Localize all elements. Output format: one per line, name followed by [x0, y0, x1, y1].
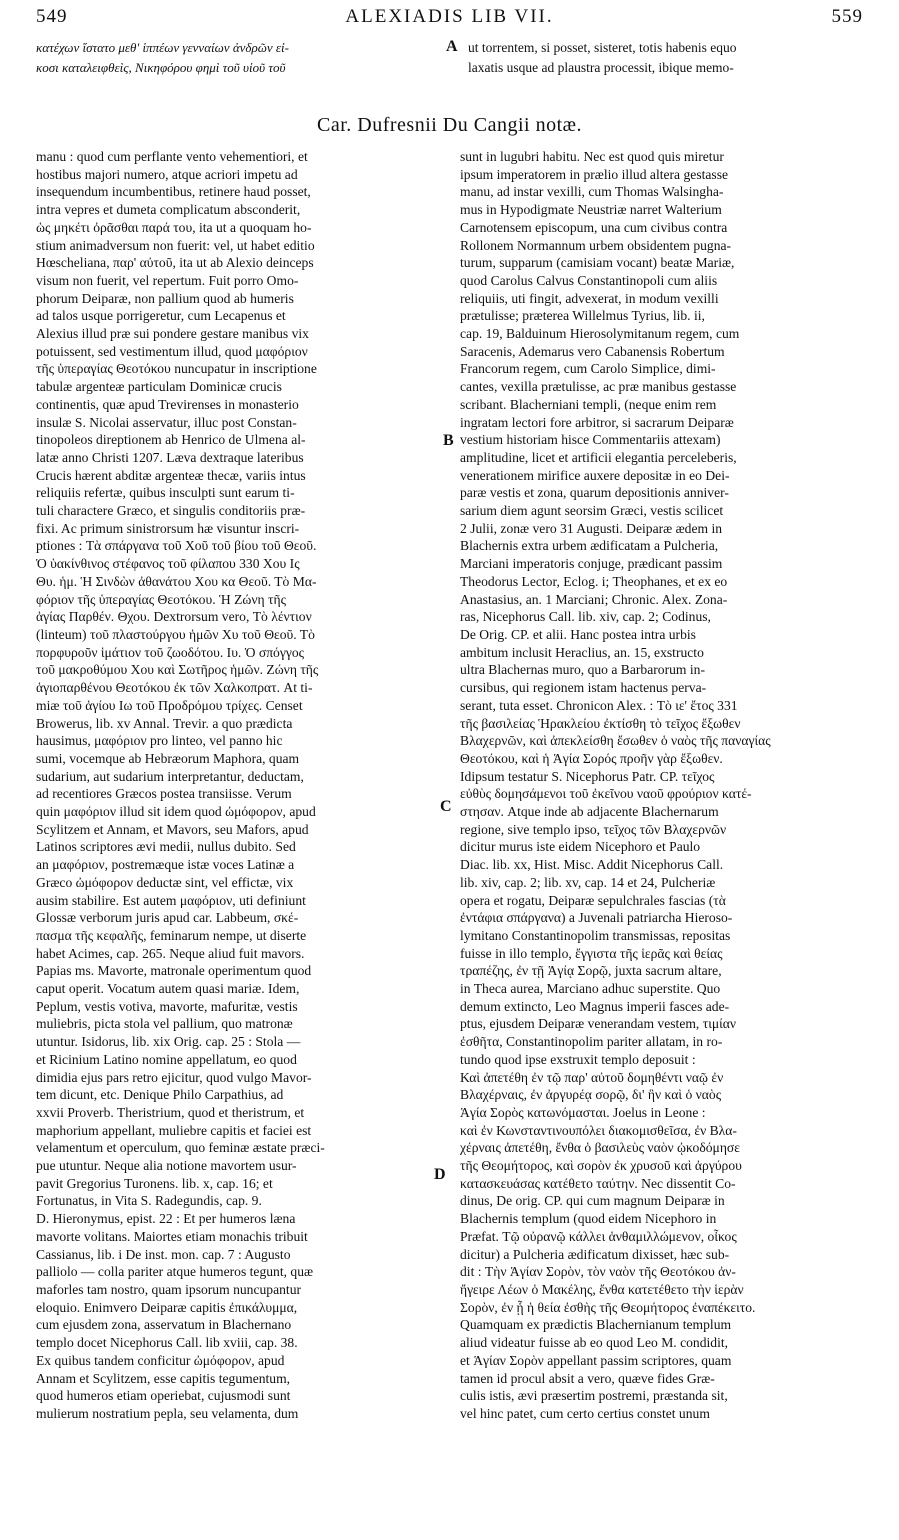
text-line: Glossæ verborum juris apud car. Labbeum, σκέ- — [36, 910, 299, 926]
text-line: ad recentiores Græcos postea transiisse. Verum — [36, 786, 292, 802]
text-line: Præfat. Τῷ οὐρανῷ κάλλει ἁνθαμιλλώμενον, οἶκος — [460, 1228, 737, 1244]
text-line: ausim stabilire. Est autem μαφόριον, uti definiunt — [36, 892, 306, 908]
text-line: maphorium appellant, muliebre capitis et faciei est — [36, 1122, 312, 1138]
text-line: templo docet Nicephorus Call. lib xviii, cap. 38. — [36, 1335, 298, 1351]
text-line: Crucis hærent abditæ argenteæ thecæ, variis intus — [36, 467, 306, 483]
text-line: cantes, vexilla prætulisse, ac præ manibus gestasse — [460, 379, 737, 395]
text-line: et Ἁγίαν Σορὸν appellant passim scriptores, quam — [460, 1352, 732, 1368]
text-line: dicitur) a Pulcheria ædificatum dixisset, hæc sub- — [460, 1246, 730, 1262]
text-line: fuisse in illo templo, ἔγγιστα τῆς ἱερᾶς καὶ θείας — [460, 945, 723, 961]
text-line: latæ anno Christi 1207. Læva dextraque lateribus — [36, 449, 304, 465]
text-line: φόριον τῆς ὑπεραγίας Θεοτόκου. Ἡ Ζώνη τῆς — [36, 591, 286, 607]
running-header — [36, 4, 863, 38]
text-line: palliolo — colla pariter atque humeros tegunt, quæ — [36, 1264, 314, 1280]
text-line: dit : Τὴν Ἁγίαν Σορὸν, τὸν ναὸν τῆς Θεοτόκου ἀν- — [460, 1264, 736, 1280]
text-line: insulæ S. Nicolai asservatur, illuc post Constan- — [36, 414, 297, 430]
text-line: Ἁγία Σορὸς κατωνόμασται. Joelus in Leone : — [460, 1104, 706, 1120]
text-line: κοσι καταλειφθεὶς, Νικηφόρου φημὶ τοῦ υἱοῦ τοῦ — [36, 60, 286, 75]
text-line: manu, ad instar vexilli, cum Thomas Walsingha- — [460, 184, 724, 200]
text-line: utuntur. Isidorus, lib. xix Orig. cap. 25 : Stola — — [36, 1034, 301, 1050]
notes-left-column — [36, 148, 438, 1423]
text-line: tem dicunt, etc. Denique Philo Carpathius, ad — [36, 1087, 284, 1103]
text-line: Blachernis extra urbem ædificatam a Pulcheria, — [460, 538, 719, 554]
text-line: stium animadversum non fuerit: vel, ut habet editio — [36, 237, 315, 253]
text-line: Hœscheliana, παρ' αὐτοῦ, ita ut ab Alexio deinceps — [36, 255, 314, 271]
text-line: quod Carolus Calvus Constantinopoli cum aliis — [460, 272, 718, 288]
text-line: τῆς βασιλείας Ἡρακλείου ἐκτίσθη τὸ τεῖχος ἔξωθεν — [460, 715, 741, 731]
text-line: Anastasius, an. 1 Marciani; Chronic. Alex. Zona- — [460, 591, 728, 607]
text-line: τῆς ὑπεραγίας Θεοτόκου nuncupatur in inscriptione — [36, 361, 317, 377]
text-line: Ὁ ὑακίνθινος στέφανος τοῦ φίλαπου 330 Χου Ις — [36, 556, 300, 572]
text-line: Καὶ ἀπετέθη ἐν τῷ παρ' αὐτοῦ δομηθέντι ναῷ ἐν — [460, 1069, 724, 1085]
text-line: serant, tuta esset. Chronicon Alex. : Τὸ ιε' ἔτος 331 — [460, 697, 738, 713]
text-line: Rollonem Normannum urbem obsidentem pugna- — [460, 237, 732, 253]
text-line: στησαν. Atque inde ab adjacente Blachernarum — [460, 804, 719, 820]
text-line: Θυ. ἡμ. Ἡ Σινδὼν ἀθανάτου Χου κα Θεοῦ. Τὸ Μα- — [36, 573, 317, 589]
text-line: (linteum) τοῦ πλαστούργου ἡμῶν Χυ τοῦ Θεοῦ. Τὸ — [36, 626, 315, 642]
text-line: Annam et Scylitzem, esse capitis tegumentum, — [36, 1370, 291, 1386]
text-line: et Ricinium Latino nomine appellatum, eo quod — [36, 1051, 297, 1067]
text-line: ad talos usque porrigeretur, cum Lecapenus et — [36, 308, 286, 324]
text-line: χέρναις ἀπετέθη, ἔνθα ὁ βασιλεὺς ναὸν ᾠκοδόμησε — [460, 1140, 740, 1156]
text-line: ἁγίας Παρθέν. Θχου. Dextrorsum vero, Τὸ λέντιον — [36, 609, 312, 625]
text-line: ἐσθῆτα, Constantinopolim pariter allatam, in ro- — [460, 1034, 723, 1050]
text-line: miæ τοῦ ἁγίου Ιω τοῦ Προδρόμου τρίχες. Censet — [36, 697, 303, 713]
text-line: pue utuntur. Neque alia notione mavortem usur- — [36, 1158, 297, 1174]
text-line: caput operit. Vocatum autem quasi mariæ. Idem, — [36, 981, 300, 997]
text-line: insequendum incumbentibus, retinere haud posset, — [36, 184, 311, 200]
text-line: vestium historiam hisce Commentariis attexam) — [460, 432, 721, 448]
text-line: prætulisse; præterea Willelmus Tyrius, lib. ii, — [460, 308, 705, 324]
text-line: Francorum regem, cum Carolo Simplice, dimi- — [460, 361, 716, 377]
text-line: mus in Hypodigmate Neustriæ narret Walterium — [460, 202, 722, 218]
text-line: ptus, ejusdem Deiparæ venerandam vestem, τιμίαν — [460, 1016, 737, 1032]
text-line: hostibus majori numero, atque acriori impetu ad — [36, 166, 298, 182]
text-line: dimidia ejus pars retro ejicitur, quod vulgo Mavor- — [36, 1069, 312, 1085]
text-line: Carnotensem episcopum, una cum civibus contra — [460, 219, 728, 235]
text-line: quin μαφόριον illud sit idem quod ὠμόφορον, apud — [36, 804, 316, 820]
text-line: εὐθὺς δομησάμενοι τοῦ ἐκεῖνου ναοῦ φρούριον κατέ- — [460, 786, 752, 802]
latin-text-block — [468, 38, 864, 78]
text-line: lib. xiv, cap. 2; lib. xv, cap. 14 et 24, Pulcheriæ — [460, 874, 716, 890]
text-line: D. Hieronymus, epist. 22 : Et per humeros læna — [36, 1211, 296, 1227]
text-line: Diac. lib. xx, Hist. Misc. Addit Nicephorus Call. — [460, 857, 724, 873]
text-line: ἤγειρε Λέων ὁ Μακέλης, ἔνθα κατετέθετο τὴν ἱερὰν — [460, 1282, 744, 1297]
text-line: ptiones : Τὰ σπάργανα τοῦ Χοῦ τοῦ βίου τοῦ Θεοῦ. — [36, 538, 317, 554]
text-line: ut torrentem, si posset, sisteret, totis habenis equo — [468, 40, 737, 55]
text-line: tuli charactere Græco, et singulis conditoriis præ- — [36, 503, 306, 519]
text-line: Papias ms. Mavorte, matronale operimentum quod — [36, 963, 312, 979]
text-line: ὡς μηκέτι ὀρᾶσθαι παρά του, ita ut a quoquam ho- — [36, 219, 312, 235]
text-line: sunt in lugubri habitu. Nec est quod quis miretur — [460, 149, 724, 164]
text-line: Græco ὠμόφορον deductæ sint, vel effictæ, vix — [36, 874, 294, 890]
margin-marker-c: C — [440, 798, 452, 815]
text-line: fixi. Ac primum sinistrorsum hæ visuntur inscri- — [36, 520, 300, 536]
text-line: manu : quod cum perflante vento vehementiori, et — [36, 149, 308, 164]
text-line: regione, sive templo ipso, τεῖχος τῶν Βλαχερνῶν — [460, 821, 727, 837]
text-line: pavit Gregorius Turonens. lib. x, cap. 16; et — [36, 1175, 273, 1191]
text-line: κατέχων ἵστατο μεθ' ἱππέων γενναίων ἀνδρῶν εἰ- — [36, 40, 289, 55]
text-line: Cassianus, lib. i De inst. mon. cap. 7 : Augusto — [36, 1246, 291, 1262]
text-line: ultra Blachernas muro, quo a Barbarorum in- — [460, 662, 705, 678]
text-line: cursibus, qui regionem istam hactenus perva- — [460, 680, 707, 696]
text-line: reliquiis, uti fingit, advexerat, in modum vexilli — [460, 290, 719, 306]
text-line: cum ejusdem zona, asservatum in Blachernano — [36, 1317, 292, 1333]
text-line: dinus, De orig. CP. qui cum magnum Deiparæ in — [460, 1193, 725, 1209]
text-line: velamentum et operculum, quo feminæ æstate præci- — [36, 1140, 325, 1156]
text-line: intra vepres et dumeta complicatum absconderit, — [36, 202, 301, 218]
text-line: ras, Nicephorus Call. lib. xiv, cap. 2; Codinus, — [460, 609, 711, 625]
text-line: in Theca aurea, Marciano adhuc superstite. Quo — [460, 981, 721, 997]
running-title: ALEXIADIS LIB VII. — [345, 6, 554, 27]
text-line: tamen id procul absit a vero, quæve fides Græ- — [460, 1370, 715, 1386]
text-line: eloquio. Enimvero Deiparæ capitis ἐπικάλυμμα, — [36, 1299, 298, 1315]
greek-text-block — [36, 38, 438, 78]
text-line: tabulæ argenteæ particulam Dominicæ crucis — [36, 379, 282, 395]
margin-marker-d: D — [434, 1166, 446, 1183]
text-line: Peplum, vestis votiva, mavorte, mafuritæ, vestis — [36, 998, 298, 1014]
text-line: amplitudine, licet et artificii elegantia perceleberis, — [460, 449, 737, 465]
text-line: sudarium, aut sudarium interpretantur, deductam, — [36, 768, 304, 784]
notes-title: Car. Dufresnii Du Cangii notæ. — [317, 114, 582, 136]
text-line: πορφυροῦν ἱμάτιον τοῦ ζωοδότου. Ιυ. Ὁ σπόγγος — [36, 644, 305, 660]
text-line: lymitano Constantinopolim transmissas, repositas — [460, 927, 731, 943]
text-line: κατασκευάσας κατέθετο ταύτην. Nec dissentit Co- — [460, 1175, 736, 1191]
text-line: opera et rogatu, Deiparæ sepulchrales fascias (τὰ — [460, 892, 726, 908]
text-line: scribant. Blacherniani templi, (neque enim rem — [460, 396, 717, 412]
text-line: turum, supparum (camisiam vocant) beatæ Mariæ, — [460, 255, 735, 271]
text-line: mulierum nostratium pepla, seu velamenta, dum — [36, 1405, 299, 1421]
text-line: τοῦ μακροθύμου Χου καὶ Σωτῆρος ἡμῶν. Ζώνη τῆς — [36, 662, 319, 678]
text-line: venerationem mirifice auxere depositæ in eo Dei- — [460, 467, 730, 483]
text-line: habet Acimes, cap. 265. Neque aliud fuit mavors. — [36, 945, 305, 961]
text-line: dicitur murus iste eidem Nicephoro et Paulo — [460, 839, 701, 855]
text-line: aliud videatur fuisse ab eo quod Leo M. condidit, — [460, 1335, 729, 1351]
text-line: Alexius illud præ sui pondere gestare manibus vix — [36, 326, 309, 342]
text-line: Θεοτόκου, καὶ ἡ Ἁγία Σορός προῆν γὰρ ἔξωθεν. — [460, 750, 723, 766]
text-line: visum non fuerit, vel repertum. Fuit porro Omo- — [36, 272, 299, 288]
text-line: continentis, quæ apud Trevirenses in monasterio — [36, 396, 299, 412]
text-line: Ex quibus tandem conficitur ὠμόφορον, apud — [36, 1352, 285, 1368]
text-line: ingratam lectori fore arbitror, si sacrarum Deiparæ — [460, 414, 734, 430]
text-line: reliquiis refertæ, quibus insculpti sunt earum ti- — [36, 485, 295, 501]
text-line: mavorte volitans. Maiortes etiam monachis tribuit — [36, 1228, 308, 1244]
text-line: Blachernis templum (quod eidem Nicephoro in — [460, 1211, 717, 1227]
text-line: sumi, vocemque ab Hebræorum Maphora, quam — [36, 750, 300, 766]
text-line: 2 Julii, zonæ vero 31 Augusti. Deiparæ ædem in — [460, 520, 723, 536]
text-line: Browerus, lib. xv Annal. Trevir. a quo prædicta — [36, 715, 293, 731]
text-line: Βλαχέρναις, ἐν ἀργυρέᾳ σορῷ, δι' ἣν καὶ ὁ ναὸς — [460, 1087, 722, 1103]
page-number-left: 549 — [36, 6, 68, 27]
text-line: hausimus, μαφόριον pro linteo, vel panno hic — [36, 733, 283, 749]
text-line: De Orig. CP. et alii. Hanc postea intra urbis — [460, 626, 696, 642]
text-line: πασμα τῆς κεφαλῆς, feminarum nempe, ut diserte — [36, 927, 307, 943]
text-line: paræ vestis et zona, quarum depositionis anniver- — [460, 485, 729, 501]
text-line: ἁγιοπαρθένου Θεοτόκου ἐκ τῶν Χαλκοπρατ. At ti- — [36, 680, 313, 696]
text-line: Idipsum testatur S. Nicephorus Patr. CP. τεῖχος — [460, 768, 715, 784]
text-line: Saracenis, Ademarus vero Cabanensis Robertum — [460, 343, 725, 359]
text-line: culis istis, ævi præsertim postremi, præstanda sit, — [460, 1388, 728, 1404]
page-number-right: 559 — [831, 6, 863, 27]
text-line: quod humeros etiam operiebat, cujusmodi sunt — [36, 1388, 291, 1404]
text-line: laxatis usque ad plaustra processit, ibique memo- — [468, 60, 734, 75]
text-line: καὶ ἐν Κωνσταντινουπόλει διακομισθεῖσα, ἐν Βλα- — [460, 1122, 737, 1138]
text-line: Marciani imperatoris conjuge, prædicant passim — [460, 556, 723, 572]
text-line: Βλαχερνῶν, καὶ ἀπεκλείσθη ἔσωθεν ὁ ναὸς τῆς παναγίας — [460, 733, 771, 749]
text-line: tundo quod ipse exstruxit templo deposuit : — [460, 1051, 696, 1067]
text-line: Theodorus Lector, Eclog. i; Theophanes, et ex eo — [460, 573, 728, 589]
text-line: Quamquam ex prædictis Blachernianum templum — [460, 1317, 732, 1333]
text-line: ἐντάφια σπάργανα) a Juvenali patriarcha Hieroso- — [460, 910, 733, 926]
text-line: sarium diem agunt seorsim Græci, vestis scilicet — [460, 503, 724, 519]
margin-marker-a: A — [446, 38, 458, 55]
text-line: muliebris, picta stola vel pallium, quo matronæ — [36, 1016, 293, 1032]
text-line: τῆς Θεομήτορος, καὶ σορὸν ἐκ χρυσοῦ καὶ ἀργύρου — [460, 1158, 742, 1174]
text-line: tinopoleos direptionem ab Henrico de Ulmena al- — [36, 432, 306, 448]
text-line: Scylitzem et Annam, et Mavors, seu Mafors, apud — [36, 821, 309, 837]
text-line: Fortunatus, in Vita S. Radegundis, cap. 9. — [36, 1193, 262, 1209]
text-line: potuissent, sed vestimentum illud, quod μαφόριον — [36, 343, 308, 359]
text-line: cap. 19, Balduinum Hierosolymitanum regem, cum — [460, 326, 740, 342]
text-line: xxvii Proverb. Theristrium, quod et theristrum, et — [36, 1104, 305, 1120]
text-line: an μαφόριον, postremæque istæ voces Latinæ a — [36, 857, 295, 873]
text-line: Latinos scriptores ævi medii, nullus dubito. Sed — [36, 839, 296, 855]
margin-marker-b: B — [443, 432, 454, 449]
text-line: vel hinc patet, cum certo certius constet unum — [460, 1405, 710, 1421]
text-line: ambitum inclusit Heraclius, an. 15, exstructo — [460, 644, 704, 660]
text-line: phorum Deiparæ, non pallium quod ab humeris — [36, 290, 294, 306]
text-line: demum extincto, Leo Magnus imperii fasces ade- — [460, 998, 730, 1014]
text-line: Σορὸν, ἐν ᾗ ἡ θεία ἐσθὴς τῆς Θεομήτορος ἐναπέκειτο. — [460, 1299, 756, 1315]
notes-right-column — [460, 148, 866, 1423]
text-line: τραπέζης, ἐν τῇ Ἁγίᾳ Σορῷ, juxta sacrum altare, — [460, 963, 722, 979]
text-line: maforles tam nostro, quam ipsorum nuncupantur — [36, 1282, 302, 1297]
text-line: ipsum imperatorem in prælio illud altera gestasse — [460, 166, 729, 182]
